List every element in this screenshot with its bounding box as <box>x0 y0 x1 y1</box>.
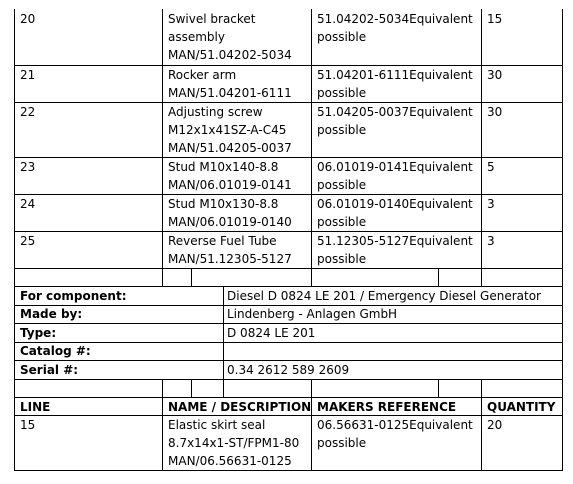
column-border <box>562 65 563 102</box>
quantity-header: QUANTITY <box>487 400 556 414</box>
column-border <box>481 157 482 194</box>
column-border <box>14 65 15 102</box>
info-column-border <box>562 323 563 342</box>
column-border <box>311 231 312 268</box>
description-cell-line: MAN/06.56631-0125 <box>168 454 292 468</box>
column-border <box>162 9 163 65</box>
column-border <box>311 102 312 157</box>
info-column-border <box>562 342 563 361</box>
component-info-label: Serial #: <box>20 362 79 377</box>
makers-reference-cell <box>317 66 473 102</box>
makers-reference-cell-line: 51.04205-0037Equivalent <box>317 105 473 119</box>
column-border <box>481 194 482 231</box>
info-column-border <box>223 286 224 305</box>
column-border <box>162 65 163 102</box>
makers-reference-cell-line: 06.01019-0141Equivalent <box>317 160 473 174</box>
quantity-cell: 20 <box>487 418 503 432</box>
column-border <box>14 9 15 65</box>
line-number-cell: 22 <box>20 105 36 119</box>
description-cell <box>168 232 292 268</box>
info-column-border <box>562 305 563 324</box>
info-column-border <box>14 305 15 324</box>
makers-reference-cell <box>317 416 473 452</box>
column-border <box>562 157 563 194</box>
description-cell <box>168 416 299 470</box>
spacer-column-border <box>162 379 163 397</box>
description-cell-line: MAN/06.01019-0141 <box>168 178 292 192</box>
spacer-column-border <box>311 379 312 397</box>
quantity-cell: 30 <box>487 105 503 119</box>
info-column-border <box>223 305 224 324</box>
description-cell-line: MAN/51.04205-0037 <box>168 141 292 155</box>
info-row-border <box>14 342 563 343</box>
header-column-border <box>14 397 15 415</box>
info-column-border <box>223 323 224 342</box>
line-number-cell: 23 <box>20 160 36 174</box>
info-column-border <box>14 360 15 379</box>
column-border <box>162 194 163 231</box>
description-cell-line: MAN/06.01019-0140 <box>168 215 292 229</box>
description-cell-line: Stud M10x140-8.8 <box>168 160 279 174</box>
column-border <box>14 415 15 470</box>
column-border <box>162 157 163 194</box>
makers-reference-cell <box>317 10 473 46</box>
column-border <box>162 102 163 157</box>
info-column-border <box>14 286 15 305</box>
description-cell-line: MAN/51.04201-6111 <box>168 86 292 100</box>
column-border <box>162 415 163 470</box>
makers-reference-cell-line: 51.12305-5127Equivalent <box>317 234 473 248</box>
spacer-column-border <box>162 268 163 286</box>
description-cell <box>168 158 292 194</box>
makers-reference-cell <box>317 158 473 194</box>
makers-reference-header: MAKERS REFERENCE <box>317 400 457 414</box>
description-cell-line: Swivel bracket <box>168 12 256 26</box>
spacer-column-border <box>481 379 482 397</box>
description-header: NAME / DESCRIPTION <box>168 400 312 414</box>
info-column-border <box>223 360 224 379</box>
line-header: LINE <box>20 400 51 414</box>
info-column-border <box>14 323 15 342</box>
column-border <box>562 231 563 268</box>
info-column-border <box>562 286 563 305</box>
column-border <box>14 157 15 194</box>
quantity-cell: 15 <box>487 12 503 26</box>
column-border <box>481 231 482 268</box>
makers-reference-cell-line: possible <box>317 178 367 192</box>
makers-reference-cell-line: 06.56631-0125Equivalent <box>317 418 473 432</box>
line-number-cell: 25 <box>20 234 36 248</box>
column-border <box>14 102 15 157</box>
line-number-cell: 15 <box>20 418 36 432</box>
makers-reference-cell-line: possible <box>317 252 367 266</box>
column-border <box>14 194 15 231</box>
spacer-column-border <box>481 268 482 286</box>
header-column-border <box>481 397 482 415</box>
quantity-cell: 30 <box>487 68 503 82</box>
description-cell-line: M12x1x41SZ-A-C45 <box>168 123 287 137</box>
spacer-column-border <box>223 379 224 397</box>
makers-reference-cell <box>317 232 473 268</box>
spacer-column-border <box>191 268 192 286</box>
column-border <box>562 194 563 231</box>
makers-reference-cell-line: possible <box>317 123 367 137</box>
spacer-column-border <box>438 268 439 286</box>
column-border <box>14 231 15 268</box>
column-border <box>311 415 312 470</box>
quantity-cell: 3 <box>487 197 495 211</box>
column-border <box>481 102 482 157</box>
line-number-cell: 24 <box>20 197 36 211</box>
makers-reference-cell-line: 06.01019-0140Equivalent <box>317 197 473 211</box>
column-border <box>481 65 482 102</box>
description-cell <box>168 195 292 231</box>
quantity-cell: 5 <box>487 160 495 174</box>
quantity-cell: 3 <box>487 234 495 248</box>
column-border <box>311 194 312 231</box>
component-info-label: Catalog #: <box>20 344 91 359</box>
spacer-column-border <box>311 268 312 286</box>
description-cell <box>168 66 292 102</box>
makers-reference-cell-line: possible <box>317 215 367 229</box>
component-info-value: Lindenberg - Anlagen GmbH <box>227 307 398 322</box>
column-border <box>311 157 312 194</box>
description-cell-line: 8.7x14x1-ST/FPM1-80 <box>168 436 300 450</box>
spacer-column-border <box>191 379 192 397</box>
spacer-column-border <box>562 268 563 286</box>
component-info-label: Made by: <box>20 307 83 322</box>
spacer-column-border <box>14 268 15 286</box>
column-border <box>311 65 312 102</box>
makers-reference-cell-line: 51.04202-5034Equivalent <box>317 12 473 26</box>
info-column-border <box>14 342 15 361</box>
component-info-label: Type: <box>20 325 57 340</box>
row-border <box>14 470 563 471</box>
description-cell-line: Rocker arm <box>168 68 237 82</box>
description-cell-line: Reverse Fuel Tube <box>168 234 277 248</box>
component-info-value: D 0824 LE 201 <box>227 325 316 340</box>
info-column-border <box>562 360 563 379</box>
spacer-column-border <box>562 379 563 397</box>
makers-reference-cell-line: 51.04201-6111Equivalent <box>317 68 473 82</box>
spacer-column-border <box>438 379 439 397</box>
description-cell-line: Stud M10x130-8.8 <box>168 197 279 211</box>
column-border <box>562 415 563 470</box>
column-border <box>481 9 482 65</box>
description-cell-line: MAN/51.12305-5127 <box>168 252 292 266</box>
component-info-value: Diesel D 0824 LE 201 / Emergency Diesel Generator <box>227 288 541 303</box>
column-border <box>162 231 163 268</box>
makers-reference-cell-line: possible <box>317 436 367 450</box>
column-border <box>562 102 563 157</box>
makers-reference-cell <box>317 195 473 231</box>
description-cell <box>168 10 292 64</box>
column-border <box>311 9 312 65</box>
makers-reference-cell <box>317 103 473 139</box>
component-info-value: 0.34 2612 589 2609 <box>227 362 350 377</box>
line-number-cell: 20 <box>20 12 36 26</box>
header-column-border <box>562 397 563 415</box>
description-cell-line: MAN/51.04202-5034 <box>168 48 292 62</box>
info-column-border <box>223 342 224 361</box>
description-cell-line: assembly <box>168 30 225 44</box>
header-column-border <box>311 397 312 415</box>
spacer-column-border <box>14 379 15 397</box>
description-cell-line: Adjusting screw <box>168 105 263 119</box>
makers-reference-cell-line: possible <box>317 86 367 100</box>
column-border <box>562 9 563 65</box>
component-info-label: For component: <box>20 288 127 303</box>
line-number-cell: 21 <box>20 68 36 82</box>
description-cell <box>168 103 292 157</box>
description-cell-line: Elastic skirt seal <box>168 418 266 432</box>
makers-reference-cell-line: possible <box>317 30 367 44</box>
column-border <box>481 415 482 470</box>
header-column-border <box>162 397 163 415</box>
